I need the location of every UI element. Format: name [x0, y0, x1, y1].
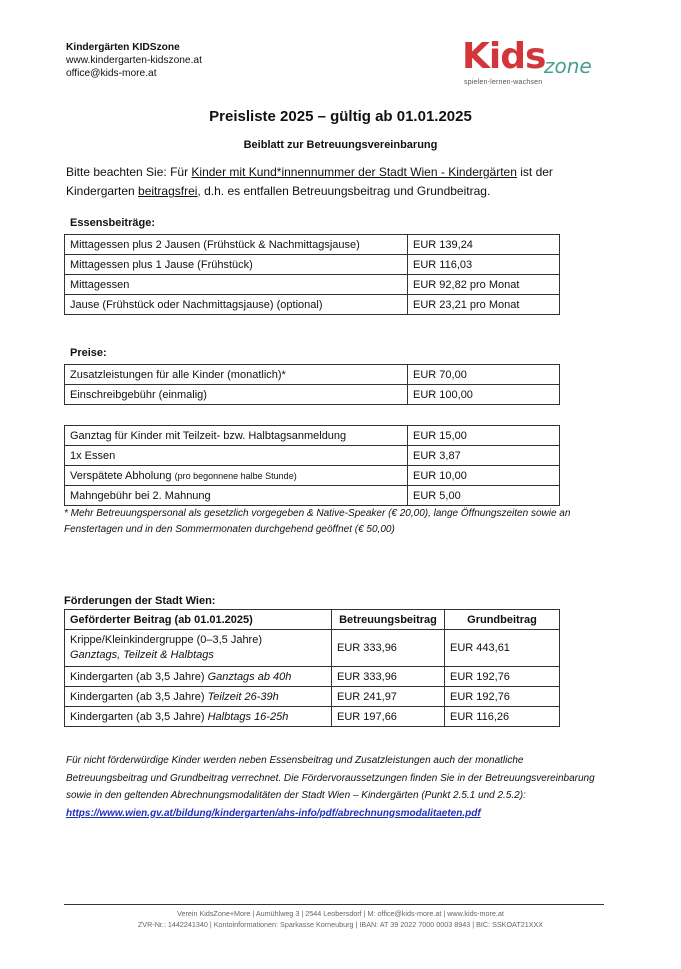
item-price: EUR 10,00: [408, 466, 560, 486]
org-name: Kindergärten KIDSzone: [66, 42, 180, 53]
betreuung-value: EUR 241,97: [332, 687, 445, 707]
item-label: Mittagessen plus 2 Jausen (Frühstück & Nachmittagsjause): [65, 235, 408, 255]
grund-value: EUR 443,61: [445, 630, 560, 667]
item-label-text: Kindergarten (ab 3,5 Jahre): [70, 690, 208, 703]
table-row: [65, 385, 560, 405]
email-text: office@kids-more.at: [66, 68, 157, 79]
table-row: [65, 446, 560, 466]
extras-table: [64, 425, 560, 506]
intro-text-1: Bitte beachten Sie: Für: [66, 165, 192, 179]
footer-line-2: ZVR-Nr.: 1442241340 | Kontoinformationen: Sparkasse Korneuburg | IBAN: AT 39 2022 7000 0003 8943 | BIC: SSKOAT21XXX: [137, 920, 544, 929]
item-label-note: (pro begonnene halbe Stunde): [174, 470, 297, 481]
item-price: EUR 70,00: [408, 365, 560, 385]
item-label-italic: Ganztags ab 40h: [207, 670, 292, 683]
section-heading-preise: Preise:: [70, 347, 107, 359]
table-row: [65, 295, 560, 315]
item-label-text: Ganztag für Kinder mit Teilzeit- bzw. Halbtagsanmeldung: [70, 429, 347, 442]
item-label: Mittagessen: [65, 275, 408, 295]
closing-text: Für nicht förderwürdige Kinder werden neben Essensbeitrag und Zusatzleistungen auch der monatliche Betreuungsbeitrag und Grundbeitrag verrechnet. Die Fördervoraussetzungen finden Sie in der Betreuungsvereinbarung sowie in den geltenden Abrechnungsmodalitäten der Stadt Wien – Kindergärten (Punkt 2.5.1 und 2.5.2):: [66, 755, 595, 801]
table-row: [65, 667, 560, 687]
column-header: Betreuungsbeitrag: [332, 610, 445, 630]
intro-underlined-2: beitragsfrei: [138, 184, 198, 198]
item-label: [65, 426, 408, 446]
kidszone-logo: [462, 36, 607, 92]
table-row: [65, 630, 560, 667]
table-row: [65, 426, 560, 446]
item-label: [65, 446, 408, 466]
regulations-link[interactable]: https://www.wien.gv.at/bildung/kindergarten/ahs-info/pdf/abrechnungsmodalitaeten.pdf: [66, 807, 481, 819]
table-row: [65, 486, 560, 506]
item-label: [65, 667, 332, 687]
item-price: EUR 3,87: [408, 446, 560, 466]
item-label-text: Kindergarten (ab 3,5 Jahre): [70, 670, 208, 683]
betreuung-value: EUR 333,96: [332, 630, 445, 667]
table-header-row: [65, 610, 560, 630]
table-row: [65, 255, 560, 275]
intro-text-3: , d.h. es entfallen Betreuungsbeitrag und Grundbeitrag.: [197, 184, 491, 198]
closing-paragraph: [66, 752, 606, 822]
item-label: [65, 630, 332, 667]
item-price: EUR 116,03: [408, 255, 560, 275]
table-row: [65, 466, 560, 486]
item-label: Jause (Frühstück oder Nachmittagsjause) (optional): [65, 295, 408, 315]
item-label-italic: Ganztags, Teilzeit & Halbtags: [70, 649, 214, 661]
section-heading-foerderung: Förderungen der Stadt Wien:: [64, 595, 216, 607]
item-label-italic: Teilzeit 26-39h: [207, 690, 279, 703]
item-price: EUR 15,00: [408, 426, 560, 446]
grund-value: EUR 192,76: [445, 687, 560, 707]
footer-line-1: Verein KidsZone+More | Aumühlweg 3 | 2544 Leobersdorf | M: office@kids-more.at | www.kids-more.at: [177, 909, 504, 918]
item-label-text: Verspätete Abholung: [70, 469, 175, 482]
item-price: EUR 23,21 pro Monat: [408, 295, 560, 315]
grund-value: EUR 116,26: [445, 707, 560, 727]
item-label: Mittagessen plus 1 Jause (Frühstück): [65, 255, 408, 275]
item-price: EUR 5,00: [408, 486, 560, 506]
table-row: [65, 707, 560, 727]
item-label: Zusatzleistungen für alle Kinder (monatlich)*: [65, 365, 408, 385]
item-price: EUR 92,82 pro Monat: [408, 275, 560, 295]
intro-underlined-1: Kinder mit Kund*innennummer der Stadt Wien - Kindergärten: [191, 165, 517, 179]
item-label-text: Kindergarten (ab 3,5 Jahre): [70, 710, 208, 723]
table-row: [65, 365, 560, 385]
item-price: EUR 139,24: [408, 235, 560, 255]
grund-value: EUR 192,76: [445, 667, 560, 687]
logo-zone-text: zone: [544, 54, 592, 78]
page-footer: [0, 908, 681, 930]
page-subtitle: Beiblatt zur Betreuungsvereinbarung: [243, 139, 438, 151]
preise-table: [64, 364, 560, 405]
item-label: [65, 486, 408, 506]
item-label: [65, 687, 332, 707]
essen-table: [64, 234, 560, 315]
item-label: [65, 707, 332, 727]
footnote: * Mehr Betreuungspersonal als gesetzlich vorgegeben & Native-Speaker (€ 20,00), lange Öffnungszeiten sowie an Fenstertagen und in den Sommermonaten durchgehend geöffnet (€ 50,00): [64, 508, 571, 535]
column-header: Geförderter Beitrag (ab 01.01.2025): [65, 610, 332, 630]
section-heading-essen: Essensbeiträge:: [70, 217, 155, 229]
item-label-text: Krippe/Kleinkindergruppe (0–3,5 Jahre): [70, 634, 263, 646]
foerderung-table: [64, 609, 560, 727]
table-row: [65, 687, 560, 707]
website-text: www.kindergarten-kidszone.at: [66, 55, 202, 66]
item-label-text: 1x Essen: [70, 449, 116, 462]
item-label-italic: Halbtags 16-25h: [207, 710, 289, 723]
sender-block: [66, 41, 202, 80]
logo-kids-text: Kids: [462, 36, 546, 77]
logo-tagline: spielen-lernen-wachsen: [464, 79, 543, 86]
item-label-text: Mahngebühr bei 2. Mahnung: [70, 489, 211, 502]
column-header: Grundbeitrag: [445, 610, 560, 630]
table-row: [65, 275, 560, 295]
footer-divider: [64, 904, 604, 905]
page-title: Preisliste 2025 – gültig ab 01.01.2025: [209, 108, 472, 125]
item-label: [65, 466, 408, 486]
table-row: [65, 235, 560, 255]
betreuung-value: EUR 333,96: [332, 667, 445, 687]
item-price: EUR 100,00: [408, 385, 560, 405]
intro-text-2: ist der Kindergarten: [66, 165, 553, 198]
intro-paragraph: [66, 163, 586, 201]
betreuung-value: EUR 197,66: [332, 707, 445, 727]
item-label: Einschreibgebühr (einmalig): [65, 385, 408, 405]
